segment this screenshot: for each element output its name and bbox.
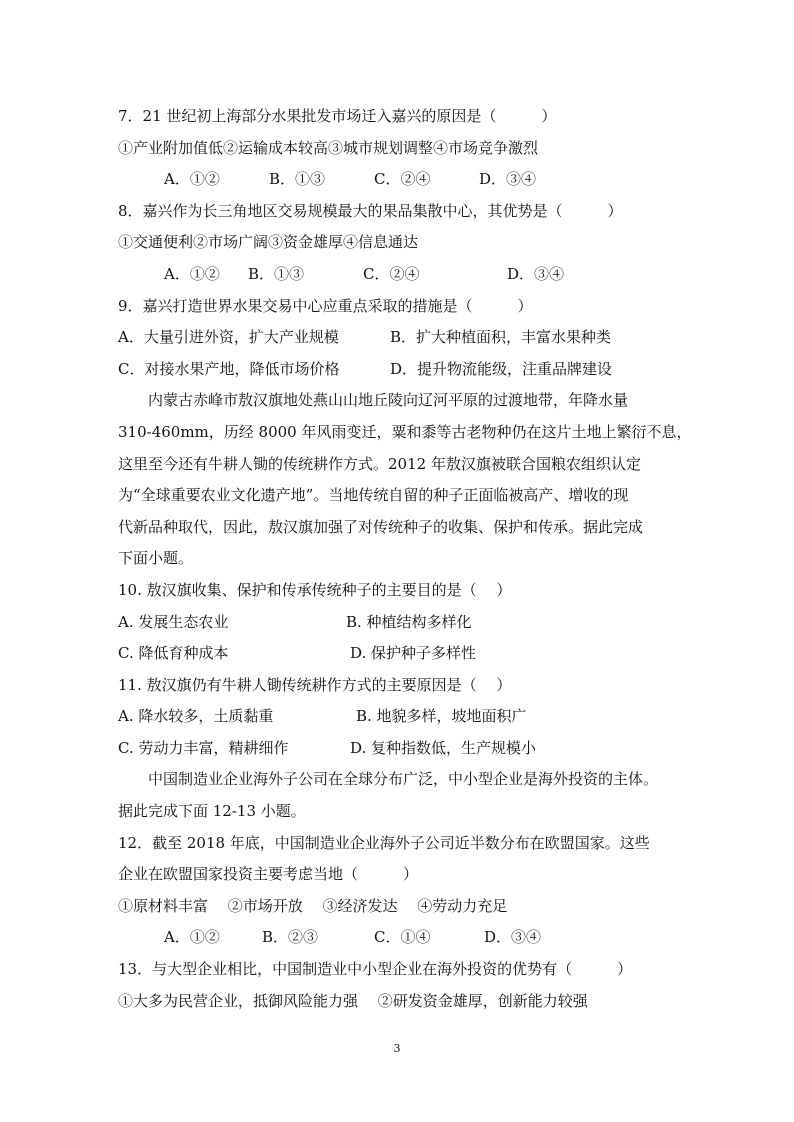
q9-option-a: A．大量引进外资，扩大产业规模 (118, 328, 339, 347)
q11-stem: 11. 敖汉旗仍有牛耕人锄传统耕作方式的主要原因是（ ） (118, 675, 512, 694)
passage1-line-2: 310-460mm，历经 8000 年风雨变迁，粟和黍等古老物种仍在这片土地上繁衍不息， (118, 422, 692, 441)
q11-option-b: B. 地貌多样，坡地面积广 (356, 707, 527, 726)
question-content (118, 101, 692, 1017)
q8-option-b: B．①③ (248, 264, 305, 283)
q12-option-c: C．①④ (374, 928, 431, 947)
q12-stem-line-2: 企业在欧盟国家投资主要考虑当地（ ） (118, 865, 419, 884)
passage1-line-6: 下面小题。 (118, 549, 194, 568)
q12-option-d: D．③④ (484, 928, 542, 947)
q7-option-a: A．①② (164, 170, 220, 189)
q9-options-row1 (118, 322, 678, 354)
q10-option-b: B. 种植结构多样化 (346, 612, 472, 631)
q8-option-a: A．①② (164, 264, 220, 283)
q10-options-row1 (118, 607, 678, 639)
q8-items: ①交通便利②市场广阔③资金雄厚④信息通达 (118, 233, 419, 252)
q7-stem: 7．21 世纪初上海部分水果批发市场迁入嘉兴的原因是（ ） (118, 107, 557, 125)
q9-option-b: B．扩大种植面积，丰富水果种类 (390, 328, 612, 347)
q8-options (118, 259, 678, 291)
q11-option-d: D. 复种指数低，生产规模小 (350, 738, 537, 757)
q10-option-a: A. 发展生态农业 (118, 612, 229, 631)
passage1-line-5: 代新品种取代，因此，敖汉旗加强了对传统种子的收集、保护和传承。据此完成 (118, 517, 644, 536)
q9-option-d: D．提升物流能级，注重品牌建设 (390, 359, 613, 378)
q10-stem: 10. 敖汉旗收集、保护和传承传统种子的主要目的是（ ） (118, 580, 512, 599)
q12-option-b: B．②③ (262, 928, 319, 947)
q8-stem: 8．嘉兴作为长三角地区交易规模最大的果品集散中心，其优势是（ ） (118, 201, 623, 220)
q7-option-d: D．③④ (479, 170, 537, 189)
q11-options-row2 (118, 733, 678, 765)
q8-option-c: C．②④ (363, 264, 420, 283)
q11-options-row1 (118, 701, 678, 733)
q12-option-a: A．①② (164, 928, 220, 947)
q9-stem: 9．嘉兴打造世界水果交易中心应重点采取的措施是（ ） (118, 296, 533, 315)
q7-option-c: C．②④ (374, 170, 431, 189)
q10-option-c: C. 降低育种成本 (118, 644, 229, 663)
q12-options (118, 922, 678, 954)
q9-option-c: C．对接水果产地，降低市场价格 (118, 359, 340, 378)
passage1-line-4: 为“全球重要农业文化遗产地”。当地传统自留的种子正面临被高产、增收的现 (118, 486, 629, 505)
q13-items: ①大多为民营企业，抵御风险能力强 ②研发资金雄厚，创新能力较强 (118, 991, 588, 1010)
passage2-line-2: 据此完成下面 12-13 小题。 (118, 802, 306, 821)
q8-option-d: D．③④ (507, 264, 565, 283)
passage1-line-1: 内蒙古赤峰市敖汉旗地处燕山山地丘陵向辽河平原的过渡地带，年降水量 (148, 391, 629, 410)
q9-options-row2 (118, 354, 678, 386)
q13-stem: 13．与大型企业相比，中国制造业中小型企业在海外投资的优势有（ ） (118, 960, 633, 979)
q12-stem-line-1: 12．截至 2018 年底，中国制造业企业海外子公司近半数分布在欧盟国家。这些 (118, 833, 650, 852)
passage2-line-1: 中国制造业企业海外子公司在全球分布广泛，中小型企业是海外投资的主体。 (148, 770, 659, 789)
q7-options (118, 164, 678, 196)
q10-option-d: D. 保护种子多样性 (350, 644, 477, 663)
q7-option-b: B．①③ (269, 170, 326, 189)
q7-items: ①产业附加值低②运输成本较高③城市规划调整④市场竞争激烈 (118, 138, 539, 157)
q10-options-row2 (118, 638, 678, 670)
q11-option-a: A. 降水较多，土质黏重 (118, 707, 274, 726)
q12-items: ①原材料丰富 ②市场开放 ③经济发达 ④劳动力充足 (118, 896, 508, 915)
q11-option-c: C. 劳动力丰富，精耕细作 (118, 738, 289, 757)
page-number: 3 (393, 1042, 401, 1055)
passage1-line-3: 这里至今还有牛耕人锄的传统耕作方式。2012 年敖汉旗被联合国粮农组织认定 (118, 454, 641, 473)
